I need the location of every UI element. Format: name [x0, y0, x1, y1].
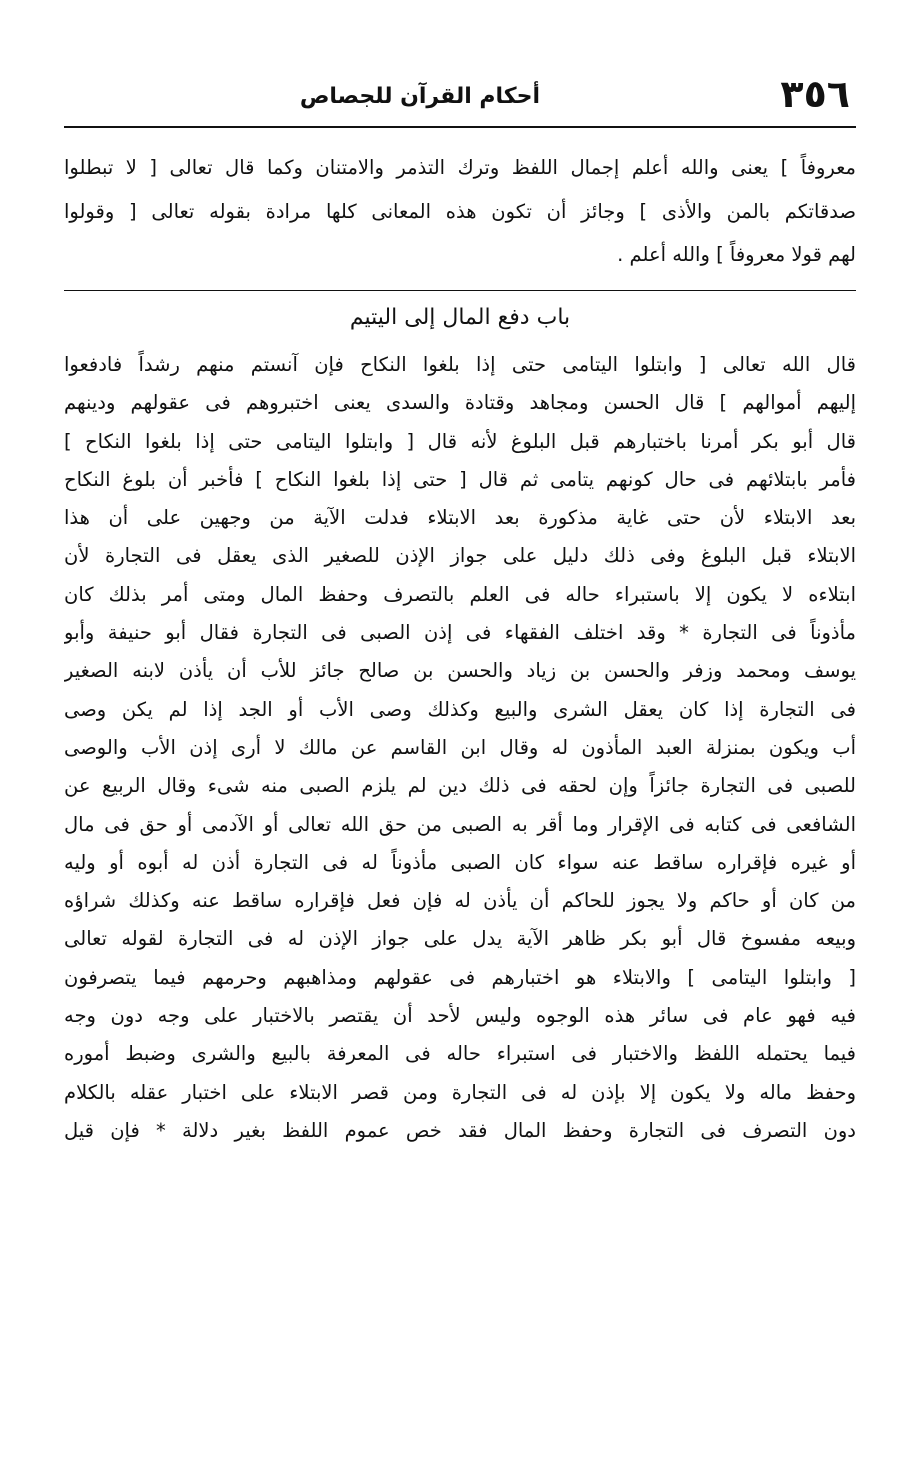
text-line: [ وابتلوا اليتامى ] والابتلاء هو اختبارهم فى عقولهم ومذاهبهم وحرمهم فيما يتصرفون: [64, 965, 856, 989]
running-title: أحكام القرآن للجصاص: [299, 84, 540, 109]
intro-paragraph: [64, 146, 856, 277]
text-line: قال الله تعالى [ وابتلوا اليتامى حتى إذا بلغوا النكاح فإن آنستم منهم رشداً فادفعوا: [64, 353, 856, 376]
page-number: ٣٥٦: [780, 72, 850, 116]
section-divider: [64, 290, 856, 291]
text-line: وحفظ ماله ولا يكون إلا بإذن له فى التجارة ومن قصر الابتلاء على اختبار عقله بالكلام: [64, 1080, 856, 1104]
text-line: لهم قولا معروفاً ] والله أعلم .: [617, 243, 856, 266]
text-line: فيما يحتمله اللفظ والاختبار فى استبراء حاله فى المعرفة بالبيع والشرى وضبط أموره: [64, 1042, 856, 1066]
text-line: فيه فهو عام فى سائر هذه الوجوه وليس لأحد أن يقتصر بالاختبار على وجه دون وجه: [64, 1004, 856, 1028]
text-line: مأذوناً فى التجارة * وقد اختلف الفقهاء فى إذن الصبى فى التجارة فقال أبو حنيفة وأبو: [64, 621, 856, 645]
text-line: فأمر بابتلائهم فى حال كونهم يتامى ثم قال [ حتى إذا بلغوا النكاح ] فأخبر أن بلوغ النكاح: [64, 467, 856, 491]
text-line: دون التصرف فى التجارة وحفظ المال فقد خص عموم اللفظ بغير دلالة * فإن قيل: [64, 1118, 856, 1142]
text-line: وبيعه مفسوخ قال أبو بكر ظاهر الآية يدل على جواز الإذن له فى التجارة لقوله تعالى: [64, 927, 856, 951]
text-line: قال أبو بكر أمرنا باختبارهم قبل البلوغ لأنه قال [ وابتلوا اليتامى حتى إذا بلغوا النكاح ]: [64, 429, 856, 453]
text-line: الابتلاء قبل البلوغ وفى ذلك دليل على جواز الإذن للصغير الذى يعقل فى التجارة لأن: [64, 544, 856, 568]
text-line: فى التجارة إذا كان يعقل الشرى والبيع وكذلك وصى الأب أو الجد إذا لم يكن وصى: [64, 697, 856, 721]
chapter-title: باب دفع المال إلى اليتيم: [349, 305, 571, 330]
text-line: يوسف ومحمد وزفر والحسن بن زياد والحسن بن صالح جائز للأب أن يأذن لابنه الصغير: [64, 659, 856, 683]
text-line: أب ويكون بمنزلة العبد المأذون له وقال ابن القاسم عن مالك لا أرى إذن الأب والوصى: [64, 735, 856, 759]
text-line: صدقاتكم بالمن والأذى ] وجائز أن تكون هذه المعانى كلها مرادة بقوله تعالى [ وقولوا: [64, 199, 856, 223]
text-line: للصبى فى التجارة جائزاً وإن لحقه فى ذلك دين لم يلزم الصبى منه شىء وقال الربيع عن: [64, 774, 856, 798]
text-line: معروفاً ] يعنى والله أعلم إجمال اللفظ وترك التذمر والامتنان وكما قال تعالى [ لا تبطلوا: [64, 156, 856, 179]
body-paragraph: [64, 346, 856, 1150]
text-line: بعد الابتلاء لأن حتى غاية مذكورة بعد الابتلاء فدلت الآية من وجهين على أن هذا: [64, 506, 856, 530]
text-line: أو غيره فإقراره ساقط عنه سواء كان الصبى مأذوناً له فى التجارة أذن له أبوه أو وليه: [64, 850, 856, 874]
text-line: ابتلاءه لا يكون إلا باستبراء حاله فى العلم بالتصرف وحفظ المال ومتى أمر بذلك كان: [64, 582, 856, 606]
text-line: إليهم أموالهم ] قال الحسن ومجاهد وقتادة والسدى يعنى اختبروهم فى عقولهم ودينهم: [64, 391, 856, 415]
header-divider: [64, 126, 856, 128]
text-line: من كان أو حاكم ولا يجوز للحاكم أن يأذن له فإن فعل فإقراره ساقط عنه وكذلك شراؤه: [64, 889, 856, 913]
page-header: [70, 72, 850, 118]
text-line: الشافعى فى كتابه فى الإقرار وما أقر به الصبى من حق الله تعالى أو الآدمى أو حق فى مال: [64, 812, 856, 836]
